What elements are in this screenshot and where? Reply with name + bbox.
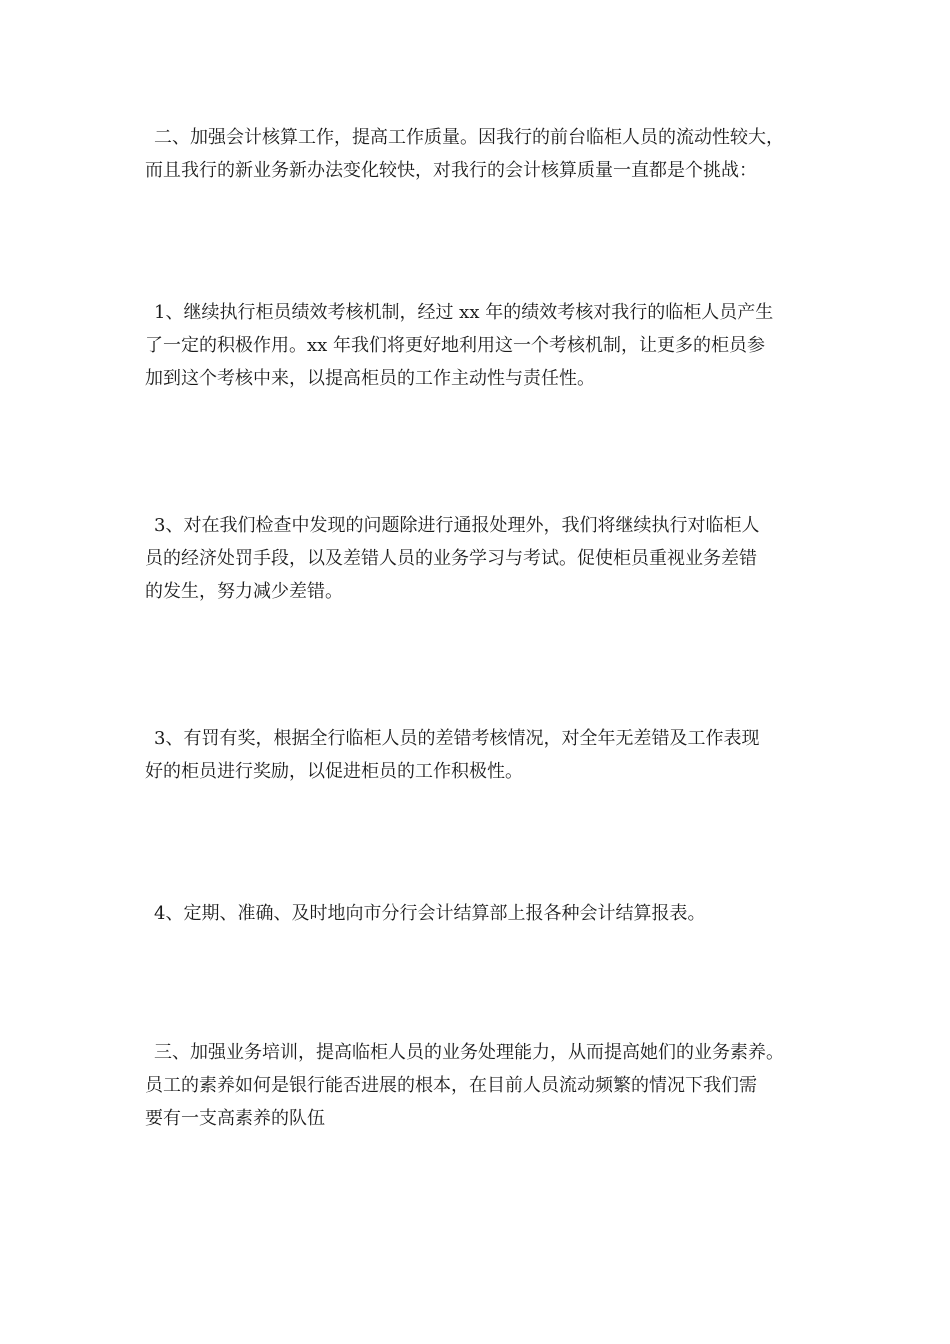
paragraph-item-4-reporting xyxy=(145,897,845,930)
paragraph-line: 三、加强业务培训，提高临柜人员的业务处理能力，从而提高她们的业务素养。 xyxy=(154,1042,784,1063)
paragraph-line: 3、对在我们检查中发现的问题除进行通报处理外，我们将继续执行对临柜人 xyxy=(154,515,760,536)
paragraph-line: 要有一支高素养的队伍 xyxy=(145,1108,325,1129)
paragraph-line: 而且我行的新业务新办法变化较快，对我行的会计核算质量一直都是个挑战： xyxy=(145,160,757,181)
paragraph-line: 1、继续执行柜员绩效考核机制，经过 xx 年的绩效考核对我行的临柜人员产生 xyxy=(154,302,774,323)
paragraph-line: 的发生，努力减少差错。 xyxy=(145,581,343,602)
paragraph-training xyxy=(145,1036,845,1135)
paragraph-item-3-reward xyxy=(145,722,845,788)
paragraph-line: 加到这个考核中来，以提高柜员的工作主动性与责任性。 xyxy=(145,368,595,389)
paragraph-line: 4、定期、准确、及时地向市分行会计结算部上报各种会计结算报表。 xyxy=(154,903,706,924)
paragraph-item-1-performance xyxy=(145,296,845,395)
paragraph-line: 3、有罚有奖，根据全行临柜人员的差错考核情况，对全年无差错及工作表现 xyxy=(154,728,760,749)
paragraph-line: 员工的素养如何是银行能否进展的根本，在目前人员流动频繁的情况下我们需 xyxy=(145,1075,757,1096)
paragraph-line: 了一定的积极作用。xx 年我们将更好地利用这一个考核机制，让更多的柜员参 xyxy=(145,335,766,356)
paragraph-line: 好的柜员进行奖励，以促进柜员的工作积极性。 xyxy=(145,761,523,782)
paragraph-line: 二、加强会计核算工作，提高工作质量。因我行的前台临柜人员的流动性较大， xyxy=(154,127,784,148)
paragraph-line: 员的经济处罚手段，以及差错人员的业务学习与考试。促使柜员重视业务差错 xyxy=(145,548,757,569)
paragraph-item-3-penalty xyxy=(145,509,845,608)
paragraph-accounting-quality xyxy=(145,121,845,187)
